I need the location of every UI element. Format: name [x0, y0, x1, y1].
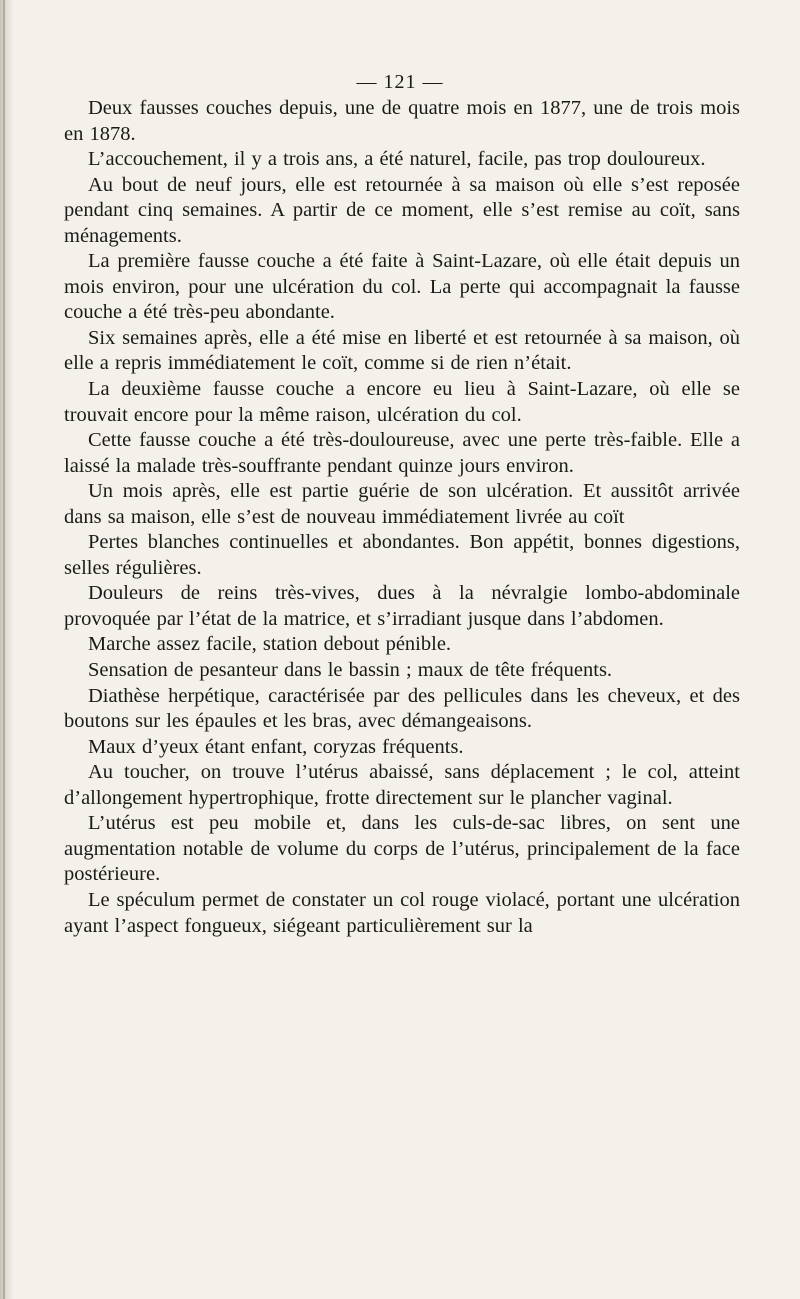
paragraph: Deux fausses couches depuis, une de quatre mois en 1877, une de trois mois en 1878.	[64, 97, 740, 145]
page-header	[0, 70, 800, 94]
paragraph: Pertes blanches continuelles et abondantes. Bon appétit, bonnes digestions, selles régulières.	[64, 531, 740, 579]
paragraph: Cette fausse couche a été très-douloureuse, avec une perte très-faible. Elle a laissé la malade très-souffrante pendant quinze jours environ.	[64, 429, 740, 477]
paragraph: Marche assez facile, station debout pénible.	[88, 633, 452, 656]
paragraph: Au bout de neuf jours, elle est retournée à sa maison où elle s’est reposée pendant cinq semaines. A partir de ce moment, elle s’est remise au coït, sans ménagements.	[64, 173, 740, 247]
page-binding-shadow	[0, 0, 14, 1299]
paragraph: L’accouchement, il y a trois ans, a été naturel, facile, pas trop douloureux.	[88, 148, 706, 171]
binding-fold-line	[3, 0, 5, 1299]
paragraph: Douleurs de reins très-vives, dues à la névralgie lombo-abdominale provoquée par l’état de la matrice, et s’irradiant jusque dans l’abdomen.	[64, 582, 740, 630]
paragraph: Le spéculum permet de constater un col rouge violacé, portant une ulcération ayant l’aspect fongueux, siégeant particulièrement sur la	[64, 888, 740, 937]
paragraph: La deuxième fausse couche a encore eu lieu à Saint-Lazare, où elle se trouvait encore pour la même raison, ulcération du col.	[64, 378, 740, 426]
paragraph: Un mois après, elle est partie guérie de son ulcération. Et aussitôt arrivée dans sa maison, elle s’est de nouveau immédiatement livrée au coït	[64, 480, 740, 528]
page-number: — 121 —	[356, 71, 444, 93]
paragraph: Maux d’yeux étant enfant, coryzas fréquents.	[88, 735, 464, 758]
paragraph: Sensation de pesanteur dans le bassin ; maux de tête fréquents.	[88, 659, 613, 682]
page-body	[64, 96, 740, 939]
paragraph: Six semaines après, elle a été mise en liberté et est retournée à sa maison, où elle a repris immédiatement le coït, comme si de rien n’était.	[64, 326, 740, 375]
paragraph: La première fausse couche a été faite à Saint-Lazare, où elle était depuis un mois environ, pour une ulcération du col. La perte qui accompagnait la fausse couche a été très-peu abondante.	[64, 250, 740, 324]
paragraph: L’utérus est peu mobile et, dans les culs-de-sac libres, on sent une augmentation notable de volume du corps de l’utérus, principalement de la face postérieure.	[64, 812, 740, 886]
paragraph: Diathèse herpétique, caractérisée par des pellicules dans les cheveux, et des boutons sur les épaules et les bras, avec démangeaisons.	[64, 684, 740, 733]
paragraph: Au toucher, on trouve l’utérus abaissé, sans déplacement ; le col, atteint d’allongement hypertrophique, frotte directement sur le plancher vaginal.	[64, 761, 740, 809]
